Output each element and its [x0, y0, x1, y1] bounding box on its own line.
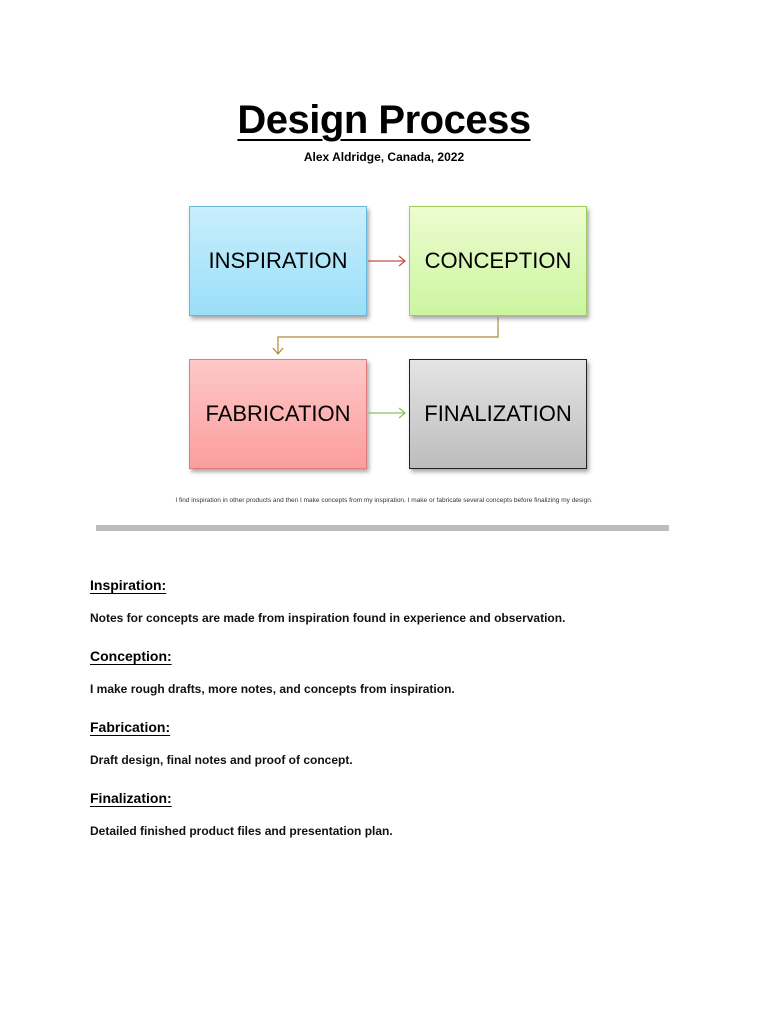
finalization-box — [409, 359, 587, 469]
section-text: Draft design, final notes and proof of concept. — [90, 753, 353, 767]
inspiration-box-label: INSPIRATION — [208, 248, 348, 273]
section-text: I make rough drafts, more notes, and concepts from inspiration. — [90, 682, 455, 696]
inspiration-box — [189, 206, 367, 316]
page-title-text: Design Process — [237, 98, 531, 142]
section-divider — [96, 525, 669, 531]
arrow-inspiration-to-conception — [368, 256, 405, 266]
section-inspiration — [90, 577, 690, 625]
section-heading: Inspiration: — [90, 577, 167, 593]
section-text: Detailed finished product files and presentation plan. — [90, 824, 393, 838]
conception-box — [409, 206, 587, 316]
page-title — [0, 98, 768, 143]
page-subtitle: Alex Aldridge, Canada, 2022 — [303, 150, 465, 164]
section-conception — [90, 648, 690, 696]
finalization-box-label: FINALIZATION — [424, 401, 572, 426]
fabrication-box-label: FABRICATION — [205, 401, 351, 426]
section-text: Notes for concepts are made from inspiration found in experience and observation. — [90, 611, 566, 625]
diagram-caption: I find inspiration in other products and then I make concepts from my inspiration. I make or fabricate several concepts before finalizing my design. — [175, 497, 593, 504]
section-finalization — [90, 790, 690, 838]
section-heading: Finalization: — [90, 790, 172, 806]
arrow-fabrication-to-finalization — [368, 408, 405, 418]
fabrication-box — [189, 359, 367, 469]
arrow-conception-to-fabrication — [273, 317, 498, 354]
section-fabrication — [90, 719, 690, 767]
section-heading: Conception: — [90, 648, 172, 664]
section-heading: Fabrication: — [90, 719, 171, 735]
conception-box-label: CONCEPTION — [424, 248, 572, 273]
